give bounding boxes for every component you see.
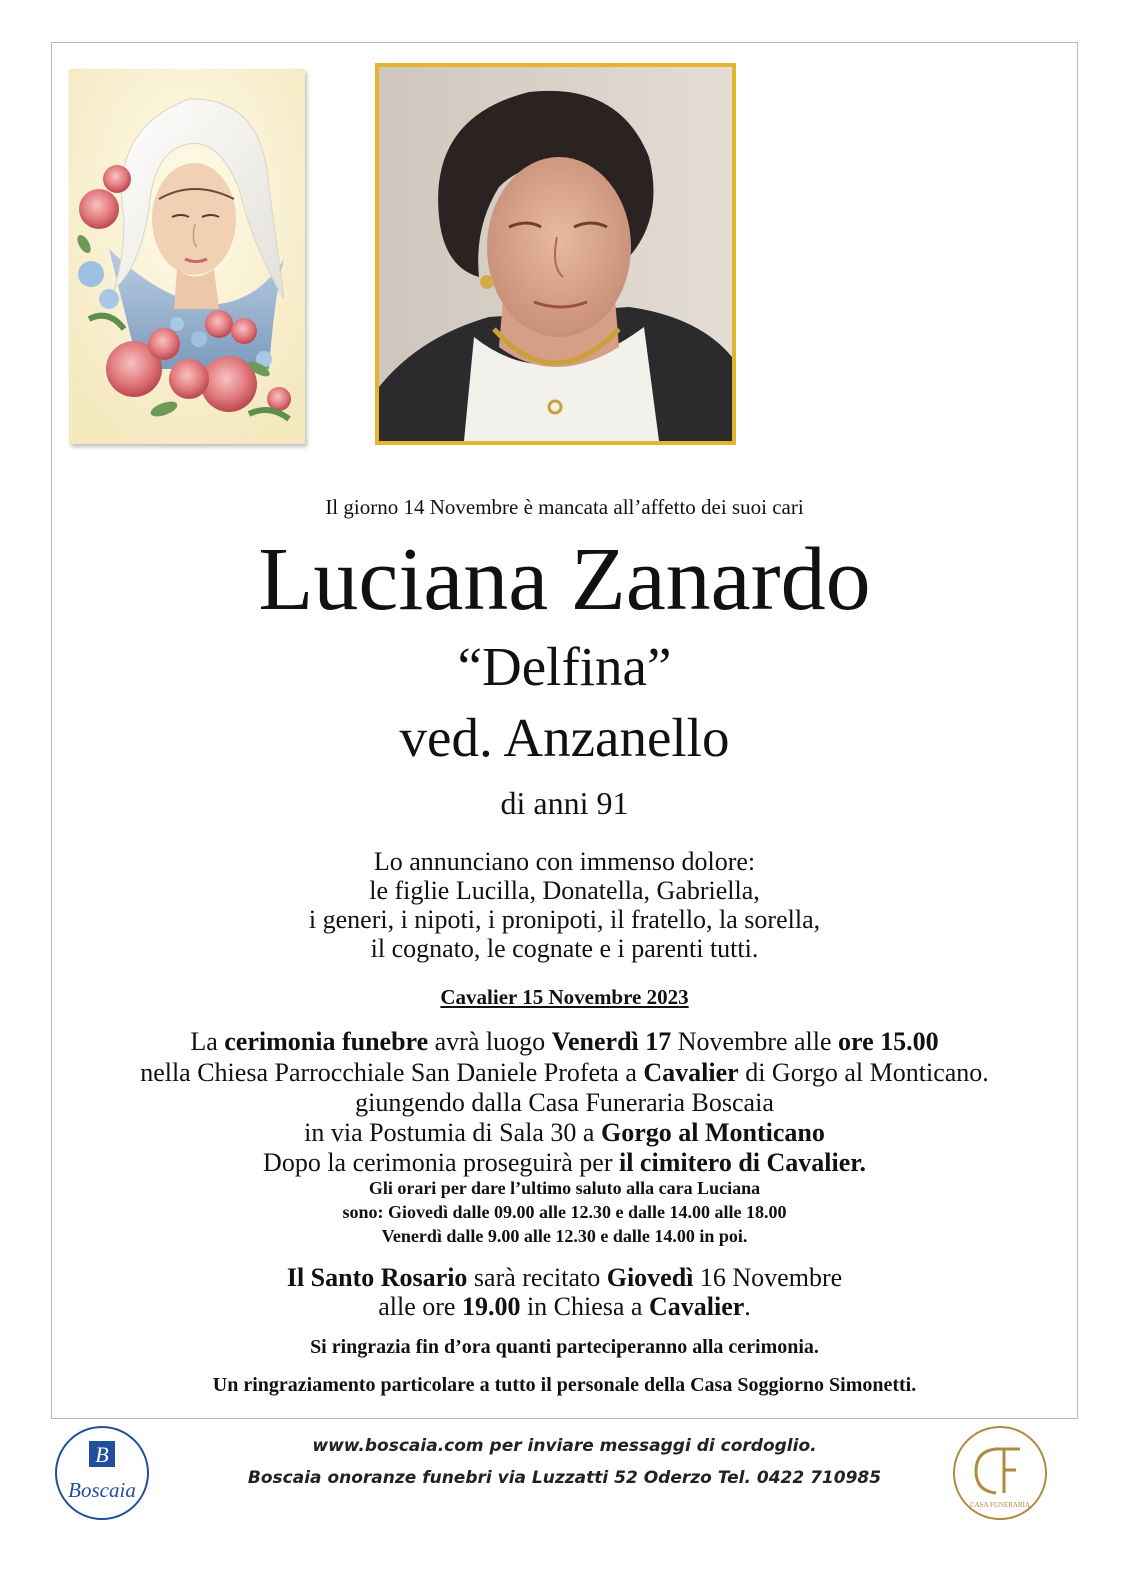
boscaia-logo-letter: B [95, 1442, 109, 1467]
footer-address-line: Boscaia onoranze funebri via Luzzatti 52 Oderzo Tel. 0422 710985 [247, 1468, 882, 1488]
casa-funeraria-logo [952, 1425, 1048, 1521]
rosary-text: in Chiesa a [520, 1292, 649, 1321]
rosary-text: 16 Novembre [693, 1263, 843, 1292]
ceremony-line-2 [51, 1058, 1078, 1088]
visiting-hours-line-3: Venerdì dalle 9.00 alle 12.30 e dalle 14.00 in poi. [381, 1226, 748, 1246]
age-line: di anni 91 [500, 785, 629, 821]
rosary-text: . [744, 1292, 751, 1321]
ceremony-place: Cavalier [643, 1058, 739, 1087]
announcement-line-2: le figlie Lucilla, Donatella, Gabriella, [369, 876, 760, 905]
ceremony-line-3: giungendo dalla Casa Funeraria Boscaia [355, 1088, 774, 1117]
thanks-line-1: Si ringrazia fin d’ora quanti parteciperanno alla cerimonia. [310, 1336, 819, 1358]
ceremony-text: La [190, 1027, 225, 1056]
ceremony-text: di Gorgo al Monticano. [738, 1058, 989, 1087]
footer-website-line: www.boscaia.com per inviare messaggi di cordoglio. [312, 1436, 817, 1456]
announcement-line-1: Lo annunciano con immenso dolore: [373, 847, 756, 876]
rosary-place: Cavalier [648, 1292, 745, 1321]
ceremony-day: Venerdì 17 [551, 1027, 672, 1056]
ceremony-text: Dopo la cerimonia proseguirà per [263, 1148, 619, 1177]
rosary-line-2 [51, 1292, 1078, 1322]
visiting-hours-line-2: sono: Giovedì dalle 09.00 alle 12.30 e dalle 14.00 alle 18.00 [342, 1202, 787, 1222]
thanks-line-2: Un ringraziamento particolare a tutto il personale della Casa Soggiorno Simonetti. [212, 1374, 917, 1396]
ceremony-line-5 [51, 1148, 1078, 1178]
rosary-text: alle ore [378, 1292, 462, 1321]
ceremony-line-4 [51, 1118, 1078, 1148]
intro-line: Il giorno 14 Novembre è mancata all’affetto dei suoi cari [325, 495, 804, 519]
rosary-title: Il Santo Rosario [286, 1263, 468, 1292]
ceremony-text: avrà luogo [428, 1027, 552, 1056]
cemetery: il cimitero di Cavalier. [618, 1148, 866, 1177]
announcement-line-4: il cognato, le cognate e i parenti tutti. [370, 934, 759, 963]
ceremony-text: nella Chiesa Parrocchiale San Daniele Profeta a [140, 1058, 644, 1087]
ceremony-line-1 [51, 1027, 1078, 1057]
announcement-line-3: i generi, i nipoti, i pronipoti, il fratello, la sorella, [308, 905, 821, 934]
ceremony-text: Novembre alle [671, 1027, 839, 1056]
ceremony-town: Gorgo al Monticano [600, 1118, 825, 1147]
rosary-day: Giovedì [606, 1263, 694, 1292]
widow-of-line: ved. Anzanello [399, 707, 730, 768]
ceremony-time: ore 15.00 [838, 1027, 939, 1056]
ceremony-text: in via Postumia di Sala 30 a [304, 1118, 601, 1147]
boscaia-logo-text: Boscaia [68, 1478, 136, 1502]
madonna-holy-card-image [69, 69, 305, 444]
portrait-photo [375, 63, 736, 445]
casa-funeraria-logo-text: CASA FUNERARIA [969, 1501, 1031, 1509]
rosary-time: 19.00 [461, 1292, 521, 1321]
deceased-name: Luciana Zanardo [258, 530, 871, 629]
rosary-text: sarà recitato [467, 1263, 607, 1292]
ceremony-emphasis: cerimonia funebre [224, 1027, 429, 1056]
dateline: Cavalier 15 Novembre 2023 [440, 985, 689, 1009]
rosary-line-1 [51, 1263, 1078, 1293]
nickname: “Delfina” [457, 636, 672, 697]
visiting-hours-line-1: Gli orari per dare l’ultimo saluto alla cara Luciana [368, 1178, 761, 1198]
